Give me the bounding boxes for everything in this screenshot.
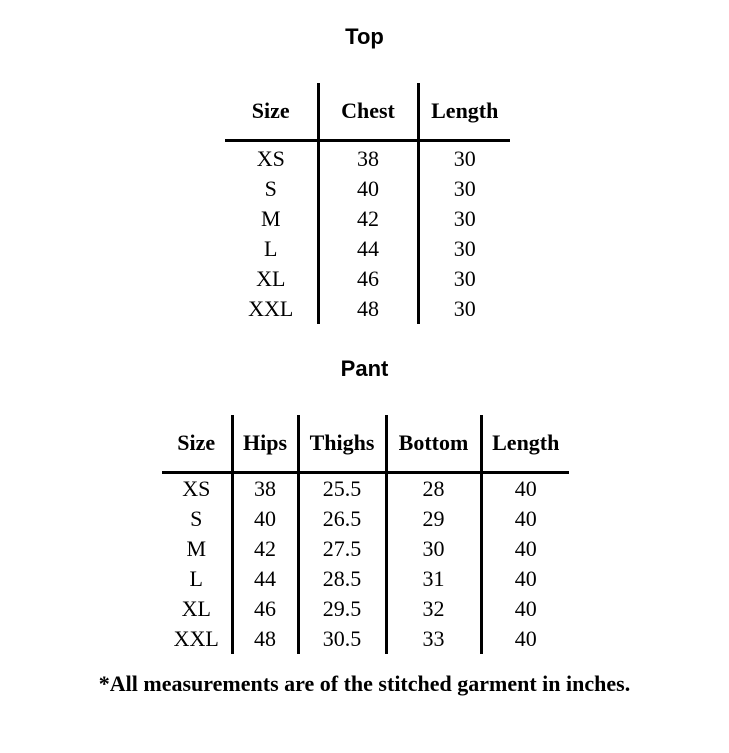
size-cell: XS bbox=[162, 473, 232, 505]
table-row bbox=[162, 534, 569, 564]
size-cell: M bbox=[225, 204, 318, 234]
table-row bbox=[225, 234, 510, 264]
chest-cell: 38 bbox=[318, 141, 418, 175]
hips-cell: 42 bbox=[232, 534, 298, 564]
size-cell: XS bbox=[225, 141, 318, 175]
table-row bbox=[162, 473, 569, 505]
size-cell: L bbox=[162, 564, 232, 594]
chest-cell: 48 bbox=[318, 294, 418, 324]
length-cell: 30 bbox=[453, 146, 476, 171]
size-cell: S bbox=[225, 174, 318, 204]
length-cell: 30 bbox=[453, 266, 476, 291]
size-cell: S bbox=[162, 504, 232, 534]
length-cell: 30 bbox=[453, 176, 476, 201]
length-cell: 40 bbox=[514, 626, 537, 651]
hips-cell: 40 bbox=[232, 504, 298, 534]
chest-cell: 46 bbox=[318, 264, 418, 294]
thighs-cell: 29.5 bbox=[298, 594, 386, 624]
table-row bbox=[225, 141, 510, 175]
size-cell: XL bbox=[225, 264, 318, 294]
chest-cell: 40 bbox=[318, 174, 418, 204]
length-cell: 40 bbox=[514, 596, 537, 621]
length-cell: 30 bbox=[453, 296, 476, 321]
bottom-cell: 33 bbox=[386, 624, 481, 654]
size-cell: XXL bbox=[225, 294, 318, 324]
table-row bbox=[225, 264, 510, 294]
length-cell: 40 bbox=[514, 476, 537, 501]
size-cell: XXL bbox=[162, 624, 232, 654]
hips-cell: 46 bbox=[232, 594, 298, 624]
thighs-cell: 28.5 bbox=[298, 564, 386, 594]
pant-header-hips: Hips bbox=[232, 415, 298, 473]
hips-cell: 48 bbox=[232, 624, 298, 654]
table-row bbox=[225, 174, 510, 204]
top-header-size: Size bbox=[225, 83, 318, 141]
table-row bbox=[162, 594, 569, 624]
measurement-footnote: *All measurements are of the stitched garment in inches. bbox=[98, 671, 631, 696]
bottom-cell: 28 bbox=[386, 473, 481, 505]
pant-section-title: Pant bbox=[340, 356, 389, 381]
top-size-table bbox=[225, 83, 510, 324]
hips-cell: 38 bbox=[232, 473, 298, 505]
top-header-length: Length bbox=[418, 83, 510, 141]
size-cell: XL bbox=[162, 594, 232, 624]
bottom-cell: 30 bbox=[386, 534, 481, 564]
size-cell: M bbox=[162, 534, 232, 564]
chest-cell: 44 bbox=[318, 234, 418, 264]
pant-header-thighs: Thighs bbox=[298, 415, 386, 473]
pant-header-row bbox=[162, 415, 569, 473]
top-section-title: Top bbox=[345, 24, 384, 49]
hips-cell: 44 bbox=[232, 564, 298, 594]
table-row bbox=[162, 504, 569, 534]
table-row bbox=[162, 564, 569, 594]
bottom-cell: 31 bbox=[386, 564, 481, 594]
table-row bbox=[225, 204, 510, 234]
thighs-cell: 26.5 bbox=[298, 504, 386, 534]
length-cell: 40 bbox=[514, 506, 537, 531]
thighs-cell: 30.5 bbox=[298, 624, 386, 654]
thighs-cell: 27.5 bbox=[298, 534, 386, 564]
length-cell: 30 bbox=[453, 236, 476, 261]
length-cell: 30 bbox=[453, 206, 476, 231]
thighs-cell: 25.5 bbox=[298, 473, 386, 505]
chest-cell: 42 bbox=[318, 204, 418, 234]
length-cell: 40 bbox=[514, 566, 537, 591]
pant-header-size: Size bbox=[162, 415, 232, 473]
pant-header-length: Length bbox=[481, 415, 569, 473]
length-cell: 40 bbox=[514, 536, 537, 561]
table-row bbox=[225, 294, 510, 324]
top-header-row bbox=[225, 83, 510, 141]
table-row bbox=[162, 624, 569, 654]
top-header-chest: Chest bbox=[318, 83, 418, 141]
pant-size-table bbox=[162, 415, 569, 654]
size-cell: L bbox=[225, 234, 318, 264]
bottom-cell: 32 bbox=[386, 594, 481, 624]
bottom-cell: 29 bbox=[386, 504, 481, 534]
pant-header-bottom: Bottom bbox=[386, 415, 481, 473]
